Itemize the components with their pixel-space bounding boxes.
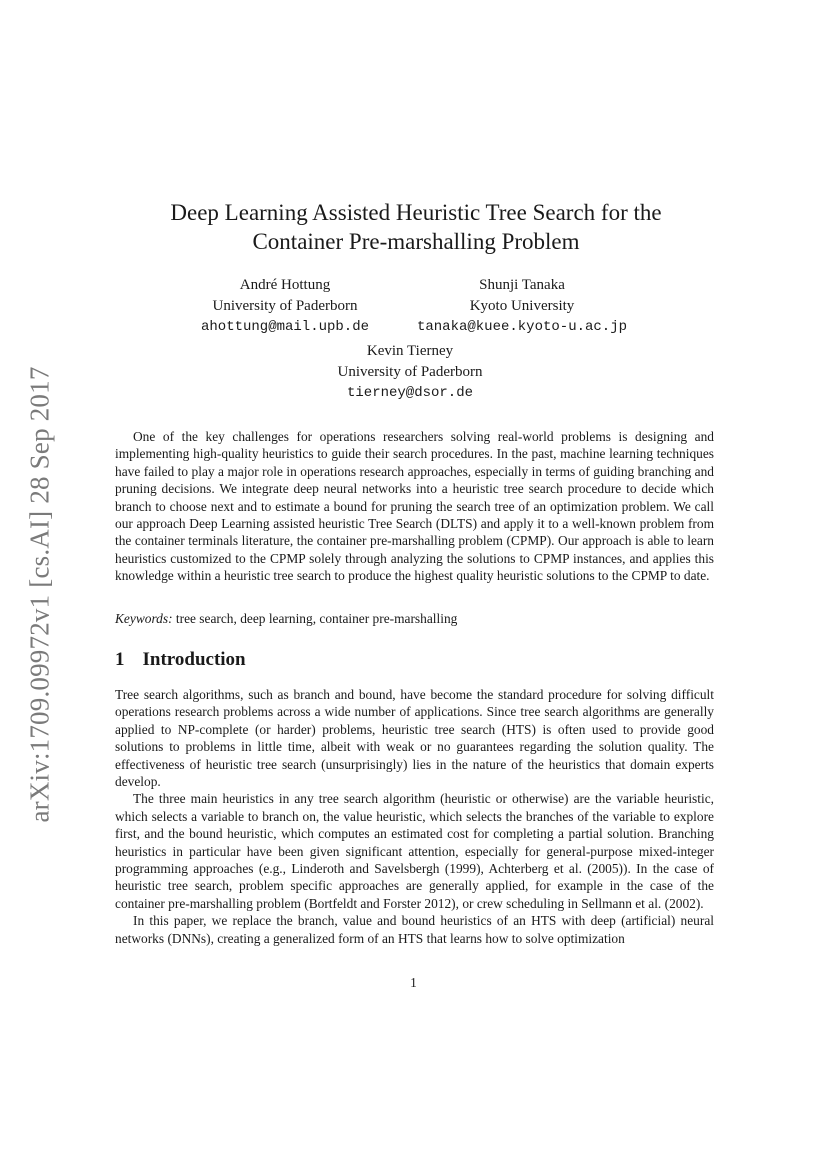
section-title: Introduction [142,649,246,670]
author-name: André Hottung [239,277,331,293]
paper-title [120,198,712,256]
paragraph: Tree search algorithms, such as branch and bound, have become the standard procedure for solving difficult operations research problems across a wide number of applications. Since tree search algorithms are generally applied to NP-complete (or harder) problems, heuristic tree search (HTS) is often used to provide good solutions to problems in little time, albeit with weak or no guarantees regarding the solution quality. The effectiveness of heuristic tree search (unsurprisingly) lies in the nature of the heuristics that domain experts develop. [115,687,714,790]
section-number: 1 [115,649,125,670]
author-name: Kevin Tierney [366,343,454,359]
author-name: Shunji Tanaka [479,277,565,293]
author-block [400,275,644,338]
keywords [115,610,457,627]
author-affiliation: University of Paderborn [337,364,483,380]
author-block [180,275,390,338]
paragraph: The three main heuristics in any tree search algorithm (heuristic or otherwise) are the variable heuristic, which selects a variable to branch on, the value heuristic, which selects the branches of the variable to explore first, and the bound heuristic, which computes an estimated cost for completing a partial solution. Branching heuristics in particular have been given significant attention, especially for general-purpose mixed-integer programming approaches (e.g., Linderoth and Savelsbergh (1999), Achterberg et al. (2005)). In the case of heuristic tree search, problem specific approaches are generally applied, for example in the case of the container pre-marshalling problem (Bortfeldt and Forster 2012), or crew scheduling in Sellmann et al. (2002). [115,791,714,911]
author-affiliation: Kyoto University [469,298,575,314]
title-line-2: Container Pre-marshalling Problem [252,229,580,254]
section-heading [115,649,246,671]
author-affiliation: University of Paderborn [212,298,358,314]
author-email: tierney@dsor.de [346,385,474,401]
author-block [300,341,520,404]
keywords-text: tree search, deep learning, container pre-marshalling [175,611,458,626]
title-line-1: Deep Learning Assisted Heuristic Tree Search for the [170,200,662,225]
section-body [115,686,714,947]
author-email: tanaka@kuee.kyoto-u.ac.jp [416,319,628,335]
paragraph: In this paper, we replace the branch, value and bound heuristics of an HTS with deep (artificial) neural networks (DNNs), creating a generalized form of an HTS that learns how to solve optimization [115,913,714,946]
abstract: One of the key challenges for operations researchers solving real-world problems is designing and implementing high-quality heuristics to guide their search procedures. In the past, machine learning techniques have failed to play a major role in operations research approaches, especially in terms of guiding branching and pruning decisions. We integrate deep neural networks into a heuristic tree search procedure to decide which branch to choose next and to estimate a bound for pruning the search tree of an optimization problem. We call our approach Deep Learning assisted heuristic Tree Search (DLTS) and apply it to a well-known problem from the container terminals literature, the container pre-marshalling problem (CPMP). Our approach is able to learn heuristics customized to the CPMP solely through analyzing the solutions to CPMP instances, and applies this knowledge within a heuristic tree search to produce the highest quality heuristic solutions to the CPMP to date. [115,429,714,584]
author-email: ahottung@mail.upb.de [200,319,370,335]
arxiv-identifier [18,365,62,823]
page-number: 1 [410,975,417,990]
keywords-label: Keywords: [115,611,173,626]
arxiv-identifier-text: arXiv:1709.09972v1 [cs.AI] 28 Sep 2017 [24,365,55,823]
